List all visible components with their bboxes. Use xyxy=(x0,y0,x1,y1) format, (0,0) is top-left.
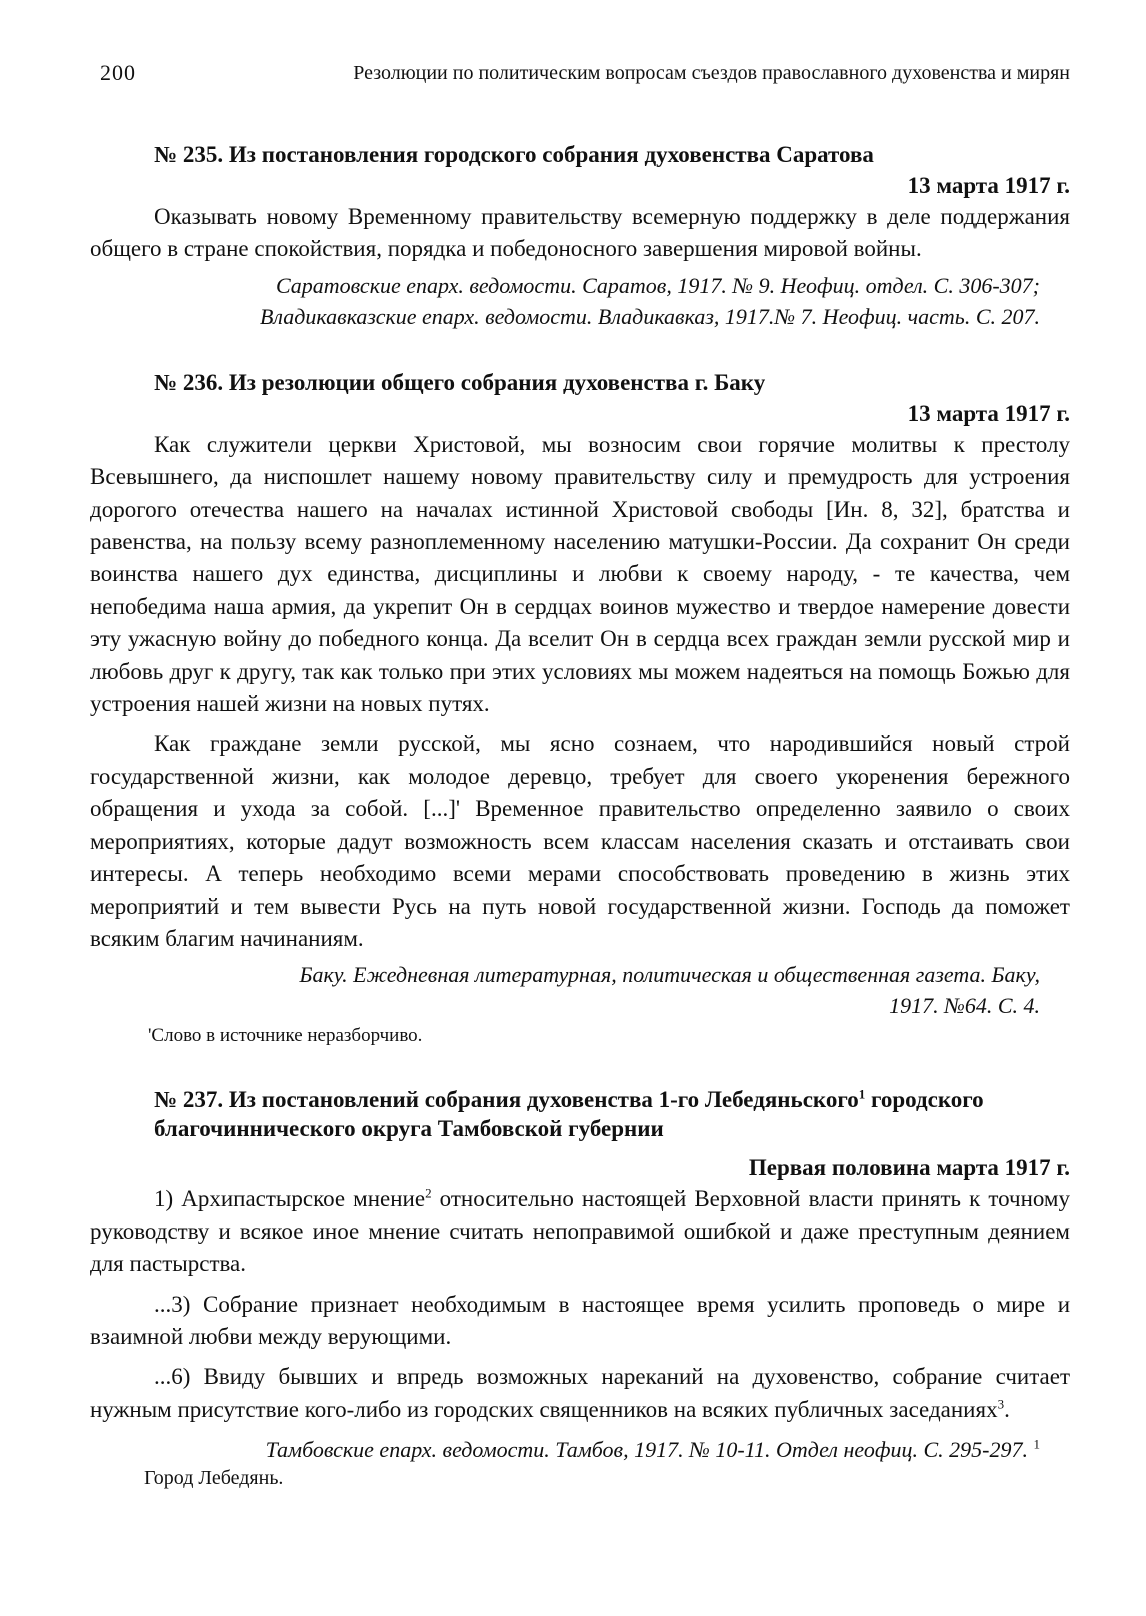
title-text: городского благочиннического округа Тамбовской губернии xyxy=(154,1087,984,1142)
document-paragraph: Как служители церкви Христовой, мы возносим свои горячие молитвы к престолу Всевышнего, да ниспошлет нашему новому правительству силу и премудрость для устроения дорогого отечества нашего на началах истинной Христовой свободы [Ин. 8, 32], братства и равенства, на пользу всему разноплеменному населению матушки-России. Да сохранит Он среди воинства нашего дух единства, дисциплины и любви к своему народу, - те качества, чем непобедима наша армия, да укрепит Он в сердцах воинов мужество и твердое намерение довести эту ужасную войну до победного конца. Да вселит Он в сердца всех граждан земли русской мир и любовь друг к другу, так как только при этих условиях мы можем надеяться на помощь Божью для устроения нашей жизни на новых путях. xyxy=(90,431,1070,717)
source-citation xyxy=(90,959,1070,1021)
source-citation xyxy=(90,270,1070,332)
footnote: 'Слово в источнике неразборчиво. xyxy=(148,1025,423,1047)
footnote-marker: 1 xyxy=(1033,1436,1040,1452)
document-237 xyxy=(90,1085,1070,1491)
document-item: ...3) Собрание признает необходимым в настоящее время усилить проповедь о мире и взаимной любви между верующими. xyxy=(90,1291,1070,1349)
source-line: Саратовские епарх. ведомости. Саратов, 1917. № 9. Неофиц. отдел. С. 306-307; xyxy=(275,272,1040,298)
page-content xyxy=(90,140,1070,1491)
title-text: № 237. Из постановлений собрания духовенства 1-го Лебедяньского xyxy=(154,1087,859,1113)
document-item: ...6) Ввиду бывших и впредь возможных нареканий на духовенство, собрание считает нужным присутствие кого-либо из городских священников на всяких публичных заседаниях$^3$. xyxy=(90,1364,1070,1422)
document-paragraph: Как граждане земли русской, мы ясно сознаем, что народившийся новый строй государственной жизни, как молодое деревцо, требует для своего укоренения бережного обращения и ухода за собой. [...]' Временное правительство определенно заявило о своих мероприятиях, которые дадут возможность всем классам населения сказать и отстаивать свои интересы. А теперь необходимо всеми мерами способствовать проведению в жизнь этих мероприятий и тем вывести Русь на путь новой государственной жизни. Господь да поможет всяким благим начинаниям. xyxy=(90,731,1070,951)
running-title: Резолюции по политическим вопросам съездов православного духовенства и мирян xyxy=(353,62,1070,84)
page-header xyxy=(100,60,1070,90)
document-title: № 236. Из резолюции общего собрания духовенства г. Баку xyxy=(154,369,766,395)
footnote-marker: 3 xyxy=(997,1396,1005,1412)
document-date: 13 марта 1917 г. xyxy=(907,173,1070,198)
source-citation: Тамбовские епарх. ведомости. Тамбов, 1917. № 10-11. Отдел неофиц. С. 295-297. $^1$ xyxy=(265,1436,1040,1463)
document-item: 1) Архипастырское мнение$^2$ относительно настоящей Верховной власти принять к точному руководству и всякое иное мнение считать непоправимой ошибкой и даже преступным деянием для пастырства. xyxy=(90,1185,1070,1277)
document-236 xyxy=(90,368,1070,1050)
document-title: № 235. Из постановления городского собрания духовенства Саратова xyxy=(154,142,874,167)
footnote-marker: 2 xyxy=(425,1185,432,1201)
document-title xyxy=(90,1085,1070,1143)
document-date: Первая половина марта 1917 г. xyxy=(748,1155,1070,1181)
document-235 xyxy=(90,140,1070,332)
document-date: 13 марта 1917 г. xyxy=(907,400,1070,426)
source-line: Баку. Ежедневная литературная, политическая и общественная газета. Баку, xyxy=(299,962,1040,988)
document-text: Оказывать новому Временному правительству всемерную поддержку в деле поддержания общего в стране спокойствия, порядка и победоносного завершения мировой войны. xyxy=(90,204,1070,262)
page-number: 200 xyxy=(100,60,136,85)
source-line: 1917. №64. С. 4. xyxy=(889,993,1040,1019)
footnote: Город Лебедянь. xyxy=(144,1467,284,1490)
footnote-marker: 1 xyxy=(858,1086,866,1102)
source-line: Владикавказские епарх. ведомости. Владикавказ, 1917.№ 7. Неофиц. часть. С. 207. xyxy=(259,303,1040,329)
